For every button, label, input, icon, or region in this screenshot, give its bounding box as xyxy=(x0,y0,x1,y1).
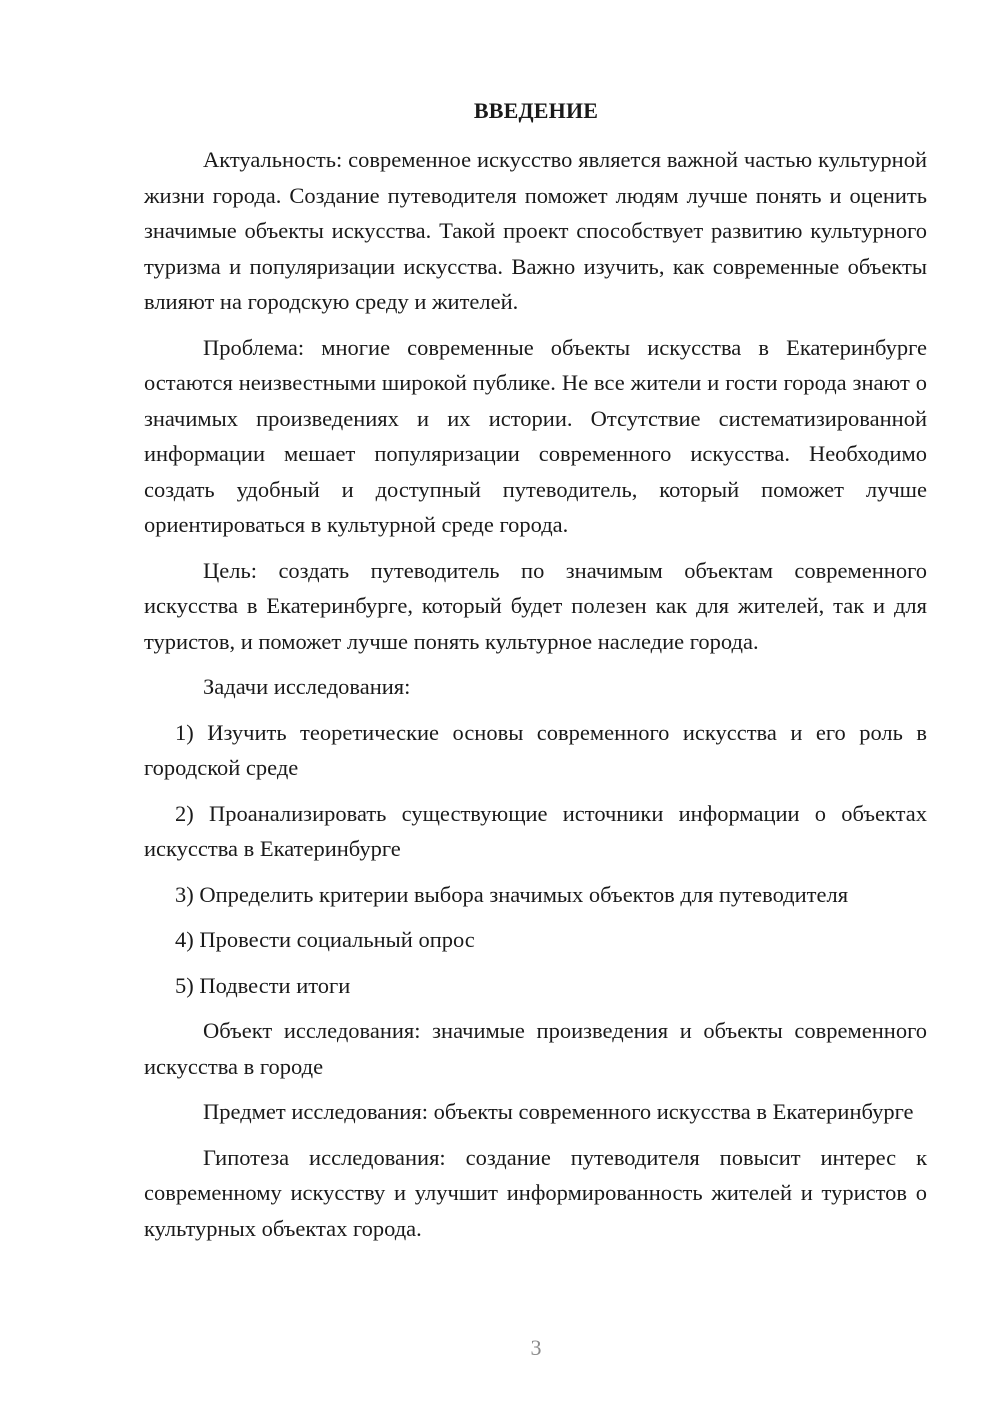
object-paragraph: Объект исследования: значимые произведения и объекты современного искусства в городе xyxy=(144,1018,927,1079)
task-item: 4) Провести социальный опрос xyxy=(175,927,475,952)
task-item: 2) Проанализировать существующие источники информации о объектах искусства в Екатеринбурге xyxy=(144,800,927,861)
hypothesis-paragraph: Гипотеза исследования: создание путеводителя повысит интерес к современному искусству и улучшит информированность жителей и туристов о культурных объектах города. xyxy=(144,1144,927,1241)
task-item: 3) Определить критерии выбора значимых объектов для путеводителя xyxy=(175,881,849,907)
page-number: 3 xyxy=(530,1335,542,1360)
page-title: ВВЕДЕНИЕ xyxy=(473,98,599,123)
goal-paragraph: Цель: создать путеводитель по значимым объектам современного искусства в Екатеринбурге, который будет полезен как для жителей, так и для туристов, и поможет лучше понять культурное наследие города. xyxy=(144,557,927,654)
subject-paragraph: Предмет исследования: объекты современного искусства в Екатеринбурге xyxy=(203,1099,914,1124)
document-body xyxy=(144,142,927,1256)
task-item: 5) Подвести итоги xyxy=(175,972,351,998)
tasks-heading: Задачи исследования: xyxy=(203,674,411,699)
relevance-paragraph: Актуальность: современное искусство является важной частью культурной жизни города. Создание путеводителя поможет людям лучше понять и оценить значимые объекты искусства. Такой проект способствует развитию культурного туризма и популяризации искусства. Важно изучить, как современные объекты влияют на городскую среду и жителей. xyxy=(144,147,927,314)
problem-paragraph: Проблема: многие современные объекты искусства в Екатеринбурге остаются неизвестными широкой публике. Не все жители и гости города знают о значимых произведениях и их истории. Отсутствие систематизированной информации мешает популяризации современного искусства. Необходимо создать удобный и доступный путеводитель, который поможет лучше ориентироваться в культурной среде города. xyxy=(144,334,927,537)
task-item: 1) Изучить теоретические основы современного искусства и его роль в городской среде xyxy=(144,719,927,780)
